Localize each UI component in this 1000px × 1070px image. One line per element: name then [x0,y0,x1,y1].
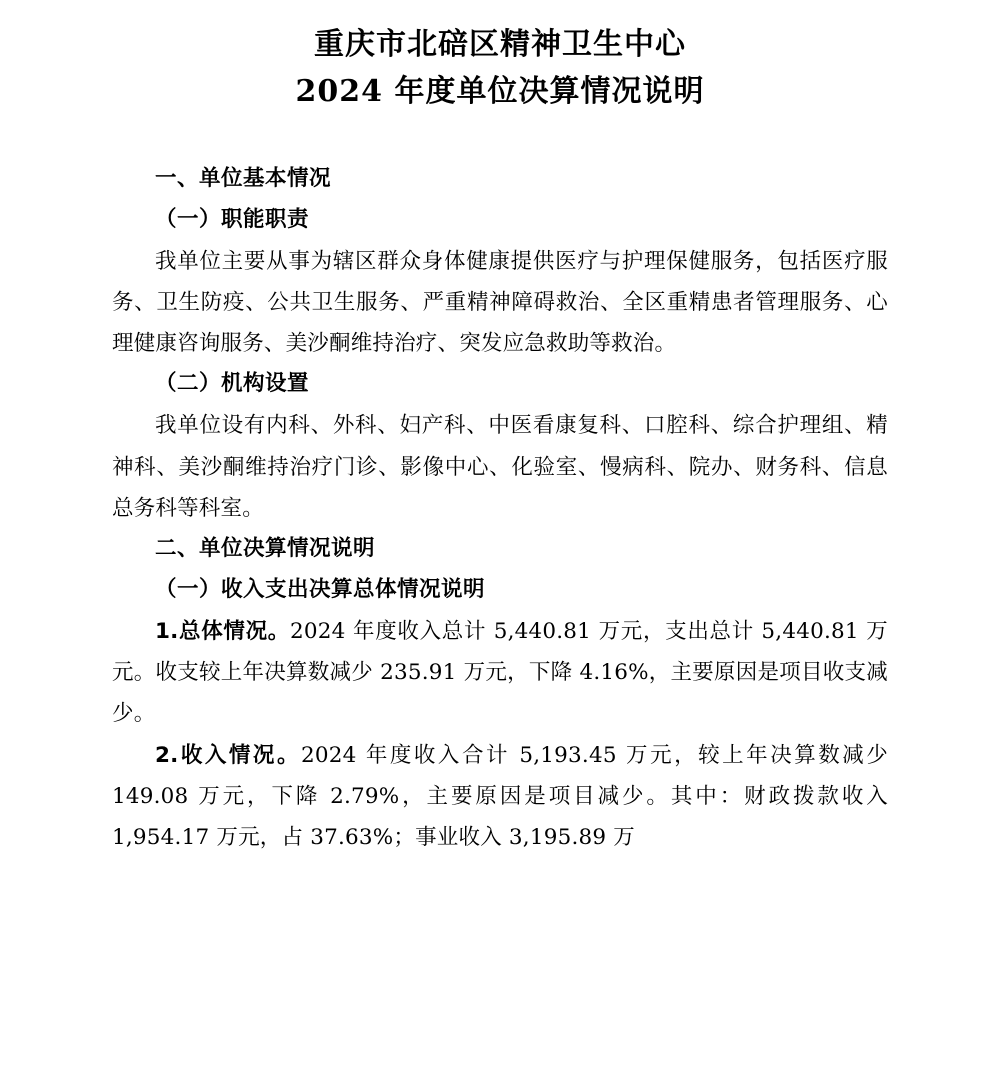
section-2-paragraph-2-text: 2024 年度收入合计 5,193.45 万元，较上年决算数减少 149.08 万元，下降 2.79%，主要原因是项目减少。其中：财政拨款收入 1,954.17 万元，占 37.63%；事业收入 3,195.89 万 [112,742,888,851]
section-2-paragraph-1 [112,611,888,735]
section-2-paragraph-2 [112,735,888,859]
page-title [112,22,888,115]
section-heading-1: 一、单位基本情况 [155,166,332,191]
title-line-2: 2024 年度单位决算情况说明 [295,73,705,109]
section-1-paragraph-2: 我单位设有内科、外科、妇产科、中医看康复科、口腔科、综合护理组、精神科、美沙酮维持治疗门诊、影像中心、化验室、慢病科、院办、财务科、信息总务科等科室。 [112,413,888,521]
section-2-paragraph-2-lead: 2.收入情况。 [155,742,301,768]
section-1-paragraph-1: 我单位主要从事为辖区群众身体健康提供医疗与护理保健服务，包括医疗服务、卫生防疫、公共卫生服务、严重精神障碍救治、全区重精患者管理服务、心理健康咨询服务、美沙酮维持治疗、突发应急救助等救治。 [112,248,888,357]
title-line-1: 重庆市北碚区精神卫生中心 [314,27,686,62]
section-1-subheading-1: （一）职能职责 [155,206,310,232]
section-heading-2: 二、单位决算情况说明 [155,536,376,562]
section-2-paragraph-1-text: 2024 年度收入总计 5,440.81 万元，支出总计 5,440.81 万元。收支较上年决算数减少 235.91 万元，下降 4.16%，主要原因是项目收支减少。 [112,618,888,727]
section-2-paragraph-1-lead: 1.总体情况。 [155,618,290,644]
section-1-subheading-2: （二）机构设置 [155,371,310,397]
section-2-subheading-1: （一）收入支出决算总体情况说明 [155,576,486,602]
document-body [112,159,888,858]
